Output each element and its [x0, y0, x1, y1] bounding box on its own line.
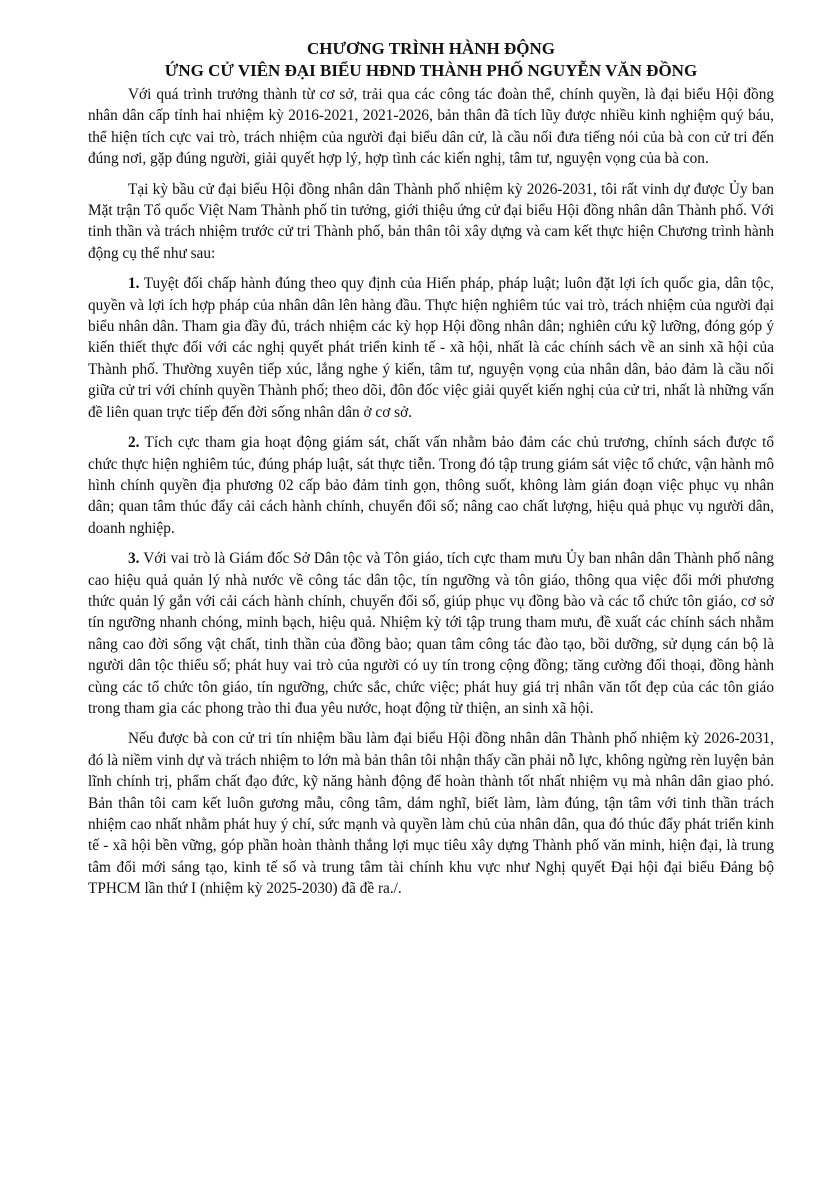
closing-paragraph: Nếu được bà con cử tri tín nhiệm bầu làm đại biểu Hội đồng nhân dân Thành phố nhiệm kỳ 2026-2031, đó là niềm vinh dự và trách nhiệm to lớn mà bản thân tôi nhận thấy cần phải nỗ lực, không ngừng rèn luyện bản lĩnh chính trị, phẩm chất đạo đức, kỹ năng hành động để hoàn thành tốt nhất nhiệm vụ mà nhân dân giao phó. Bản thân tôi cam kết luôn gương mẫu, công tâm, dám nghĩ, biết làm, làm đúng, tận tâm với tinh thần trách nhiệm cao nhất nhằm phát huy ý chí, sức mạnh và quyền làm chủ của nhân dân, qua đó thúc đẩy phát triển kinh tế - xã hội bền vững, góp phần hoàn thành thắng lợi mục tiêu xây dựng Thành phố văn minh, hiện đại, là trung tâm đổi mới sáng tạo, kinh tế số và trung tâm tài chính khu vực như Nghị quyết Đại hội đại biểu Đảng bộ TPHCM lần thứ I (nhiệm kỳ 2025-2030) đã đề ra./. — [88, 730, 774, 898]
title-line-1: CHƯƠNG TRÌNH HÀNH ĐỘNG — [307, 39, 555, 58]
intro-paragraph-2: Tại kỳ bầu cử đại biểu Hội đồng nhân dân Thành phố nhiệm kỳ 2026-2031, tôi rất vinh dự được Ủy ban Mặt trận Tổ quốc Việt Nam Thành phố tin tưởng, giới thiệu ứng cử đại biểu Hội đồng nhân dân Thành phố. Với tinh thần và trách nhiệm trước cử tri Thành phố, bản thân tôi xây dựng và cam kết thực hiện Chương trình hành động cụ thể như sau: — [88, 180, 774, 262]
intro-paragraph-1: Với quá trình trưởng thành từ cơ sở, trải qua các công tác đoàn thể, chính quyền, là đại biểu Hội đồng nhân dân cấp tỉnh hai nhiệm kỳ 2016-2021, 2021-2026, bản thân đã tích lũy được nhiều kinh nghiệm quý báu, thể hiện tích cực vai trò, trách nhiệm của người đại biểu dân cử, là cầu nối đưa tiếng nói của bà con cử tri đến đúng nơi, gặp đúng người, giải quyết hợp lý, hợp tình các kiến nghị, tâm tư, nguyện vọng của bà con. — [88, 86, 774, 168]
action-item-number: 2. — [128, 434, 140, 452]
document-title — [88, 38, 774, 82]
action-item-text: Với vai trò là Giám đốc Sở Dân tộc và Tôn giáo, tích cực tham mưu Ủy ban nhân dân Thành phố nâng cao hiệu quả quản lý nhà nước về công tác dân tộc, tín ngưỡng và tôn giáo, thông qua việc đổi mới phương thức quản lý gắn với cải cách hành chính, chuyển đổi số, giúp phục vụ đồng bào và các tổ chức tôn giáo, cơ sở tín ngưỡng nhanh chóng, minh bạch, hiệu quả. Nhiệm kỳ tới tập trung tham mưu, đề xuất các chính sách nhằm nâng cao đời sống vật chất, tinh thần của đồng bào; quan tâm công tác đào tạo, bồi dưỡng, sử dụng cán bộ là người dân tộc thiểu số; phát huy vai trò của người có uy tín trong cộng đồng; tăng cường đối thoại, đồng hành cùng các tổ chức tôn giáo, tín ngưỡng, chức sắc, chức việc; phát huy giá trị nhân văn tốt đẹp của các tôn giáo trong tham gia các phong trào thi đua yêu nước, hoạt động từ thiện, an sinh xã hội. — [88, 550, 774, 717]
action-item-2 — [88, 432, 774, 539]
title-line-2: ỨNG CỬ VIÊN ĐẠI BIỂU HĐND THÀNH PHỐ NGUYỄN VĂN ĐỒNG — [164, 61, 698, 80]
action-item-text: Tuyệt đối chấp hành đúng theo quy định của Hiến pháp, pháp luật; luôn đặt lợi ích quốc gia, dân tộc, quyền và lợi ích hợp pháp của nhân dân lên hàng đầu. Thực hiện nghiêm túc vai trò, trách nhiệm của người đại biểu nhân dân. Tham gia đầy đủ, trách nhiệm các kỳ họp Hội đồng nhân dân; nghiên cứu kỹ lưỡng, đóng góp ý kiến thiết thực đối với các nghị quyết phát triển kinh tế - xã hội, nhất là các chính sách về an sinh xã hội của Thành phố. Thường xuyên tiếp xúc, lắng nghe ý kiến, tâm tư, nguyện vọng của nhân dân, bảo đảm là cầu nối giữa cử tri với chính quyền Thành phố; theo dõi, đôn đốc việc giải quyết kiến nghị của cử tri, nhất là những vấn đề liên quan trực tiếp đến đời sống nhân dân ở cơ sở. — [88, 275, 774, 421]
action-item-text: Tích cực tham gia hoạt động giám sát, chất vấn nhằm bảo đảm các chủ trương, chính sách được tổ chức thực hiện nghiêm túc, đúng pháp luật, sát thực tiễn. Trong đó tập trung giám sát việc tổ chức, vận hành mô hình chính quyền địa phương 02 cấp bảo đảm tinh gọn, thông suốt, không làm gián đoạn việc phục vụ nhân dân; quan tâm thúc đẩy cải cách hành chính, chuyển đổi số; nâng cao chất lượng, hiệu quả phục vụ người dân, doanh nghiệp. — [88, 434, 774, 537]
action-item-number: 1. — [128, 275, 140, 293]
action-item-3 — [88, 548, 774, 719]
action-item-1 — [88, 273, 774, 423]
document-body — [88, 84, 774, 900]
action-item-number: 3. — [128, 550, 140, 568]
